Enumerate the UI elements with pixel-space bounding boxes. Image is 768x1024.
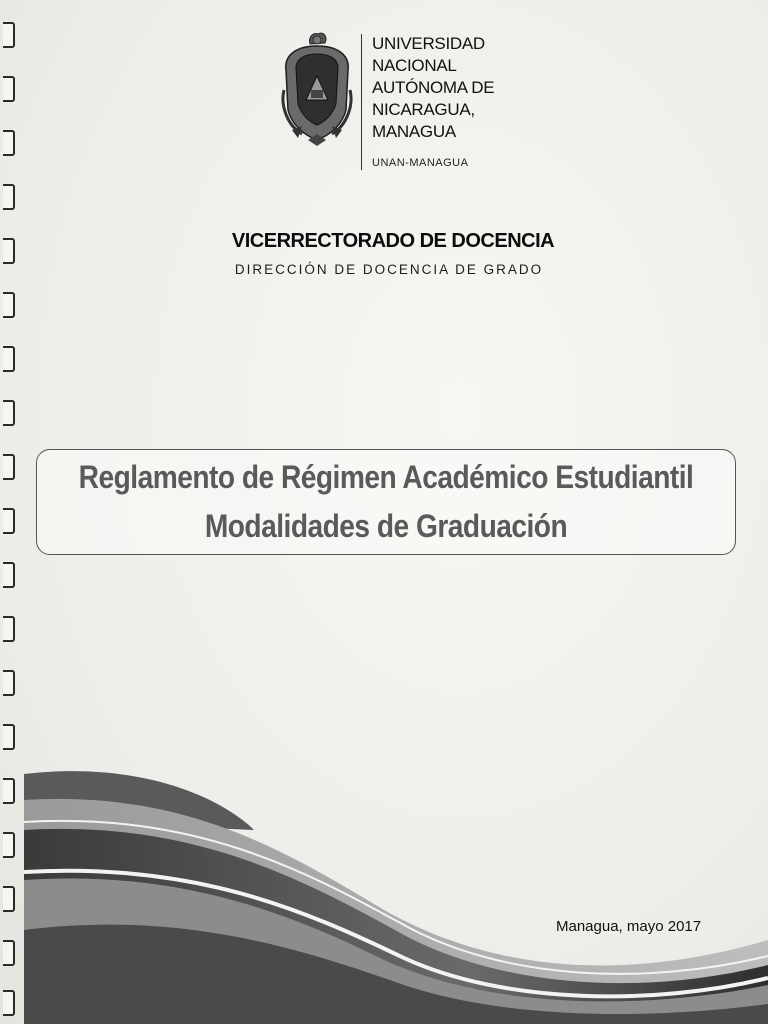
- direccion-subheading: DIRECCIÓN DE DOCENCIA DE GRADO: [234, 262, 544, 277]
- vicerrectorado-heading: VICERRECTORADO DE DOCENCIA: [231, 230, 555, 252]
- university-name-line: UNIVERSIDAD: [372, 34, 485, 53]
- binding-ring: [3, 940, 15, 966]
- university-abbreviation: UNAN-MANAGUA: [372, 157, 469, 169]
- university-name-line: MANAGUA: [372, 122, 456, 141]
- binding-ring: [3, 670, 15, 696]
- binding-ring: [3, 886, 15, 912]
- university-name-line: NACIONAL: [372, 56, 457, 75]
- document-title: Reglamento de Régimen Académico Estudiantil: [78, 459, 694, 495]
- binding-ring: [3, 778, 15, 804]
- binding-ring: [3, 22, 15, 48]
- binding-ring: [3, 508, 15, 534]
- binding-ring: [3, 616, 15, 642]
- binding-ring: [3, 454, 15, 480]
- decorative-waves: [24, 760, 768, 1024]
- spiral-binding: [0, 0, 24, 1024]
- unan-coat-of-arms-icon: [278, 30, 356, 150]
- logo-divider: [361, 34, 362, 170]
- binding-ring: [3, 346, 15, 372]
- place-and-date: Managua, mayo 2017: [556, 918, 702, 935]
- binding-ring: [3, 292, 15, 318]
- binding-ring: [3, 400, 15, 426]
- binding-ring: [3, 76, 15, 102]
- binding-ring: [3, 184, 15, 210]
- binding-ring: [3, 562, 15, 588]
- binding-ring: [3, 130, 15, 156]
- university-name: [372, 33, 572, 143]
- binding-ring: [3, 832, 15, 858]
- university-name-line: NICARAGUA,: [372, 100, 475, 119]
- university-name-line: AUTÓNOMA DE: [372, 78, 495, 97]
- binding-ring: [3, 724, 15, 750]
- binding-ring: [3, 990, 15, 1016]
- document-subtitle: Modalidades de Graduación: [204, 508, 568, 544]
